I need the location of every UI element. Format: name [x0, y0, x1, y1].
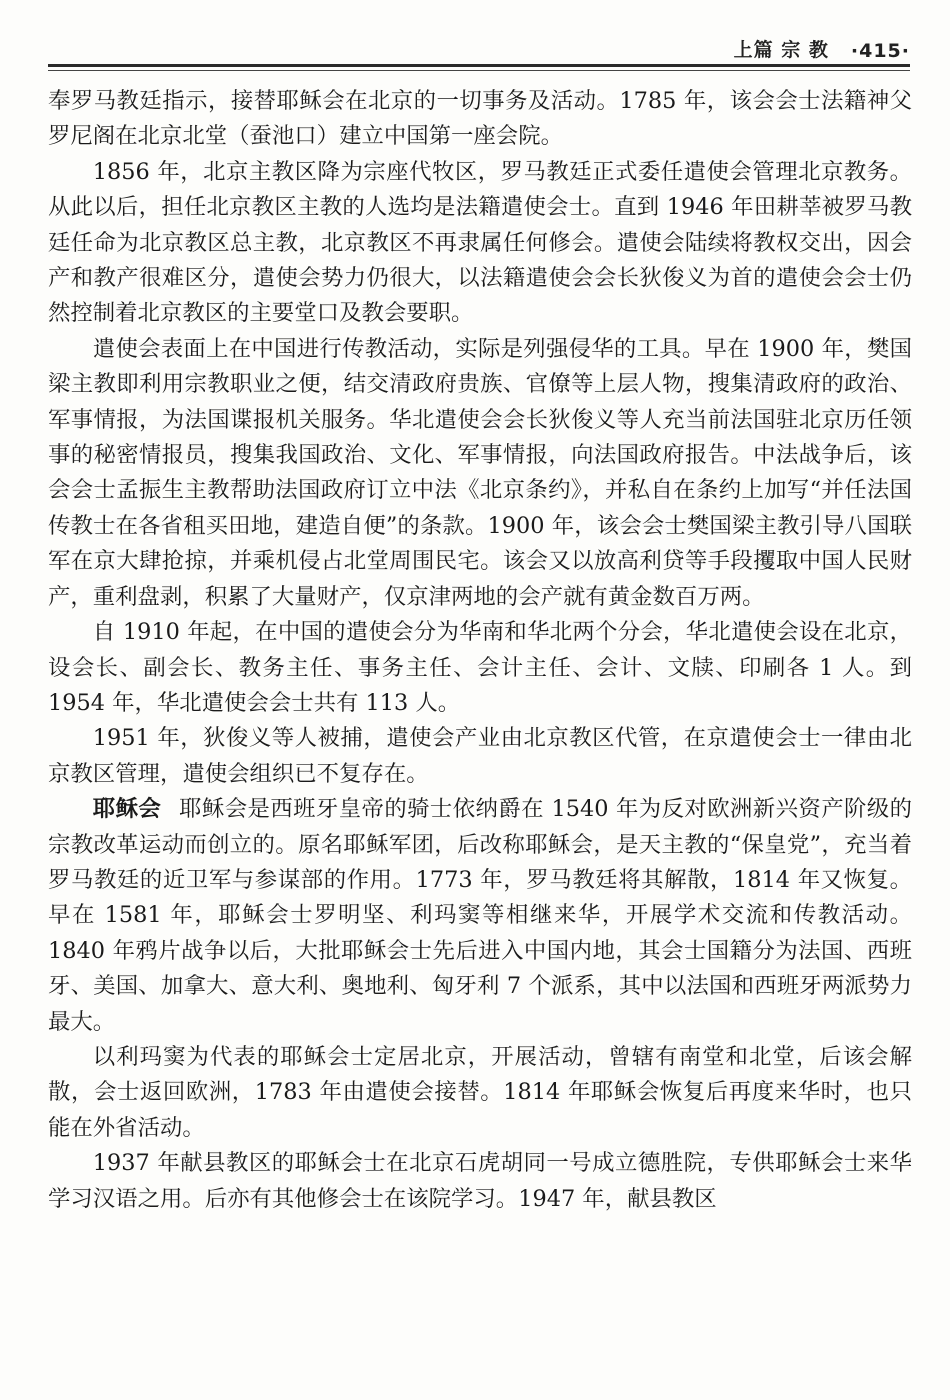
- running-header: [48, 30, 910, 62]
- paragraph-3: 遣使会表面上在中国进行传教活动，实际是列强侵华的工具。早在 1900 年，樊国梁主教即利用宗教职业之便，结交清政府贵族、官僚等上层人物，搜集清政府的政治、军事情报，为法国谍报机关服务。华北遣使会会长狄俊义等人充当前法国驻北京历任领事的秘密情报员，搜集我国政治、文化、军事情报，向法国政府报告。中法战争后，该会会士孟振生主教帮助法国政府订立中法《北京条约》，并私自在条约上加写“并任法国传教士在各省租买田地，建造自便”的条款。1900 年，该会会士樊国梁主教引导八国联军在京大肆抢掠，并乘机侵占北堂周围民宅。该会又以放高利贷等手段攫取中国人民财产，重利盘剥，积累了大量财产，仅京津两地的会产就有黄金数百万两。: [48, 335, 912, 610]
- paragraph-2: 1856 年，北京主教区降为宗座代牧区，罗马教廷正式委任遣使会管理北京教务。从此以后，担任北京教区主教的人选均是法籍遣使会士。直到 1946 年田耕莘被罗马教廷任命为北京教区总主教，北京教区不再隶属任何修会。遣使会陆续将教权交出，因会产和教产很难区分，遣使会势力仍很大，以法籍遣使会会长狄俊义为首的遣使会会士仍然控制着北京教区的主要堂口及教会要职。: [48, 158, 912, 327]
- paragraph-1: 奉罗马教廷指示，接替耶稣会在北京的一切事务及活动。1785 年，该会会士法籍神父罗尼阁在北京北堂（蚕池口）建立中国第一座会院。: [48, 88, 912, 150]
- header-rule-thick: [48, 64, 910, 67]
- paragraph-6-text: 耶稣会是西班牙皇帝的骑士依纳爵在 1540 年为反对欧洲新兴资产阶级的宗教改革运动而创立的。原名耶稣军团，后改称耶稣会，是天主教的“保皇党”，充当着罗马教廷的近卫军与参谋部的作用。1773 年，罗马教廷将其解散，1814 年又恢复。早在 1581 年，耶稣会士罗明坚、利玛窦等相继来华，开展学术交流和传教活动。1840 年鸦片战争以后，大批耶稣会士先后进入中国内地，其会士国籍分为法国、西班牙、美国、加拿大、意大利、奥地利、匈牙利 7 个派系，其中以法国和西班牙两派势力最大。: [48, 796, 912, 1035]
- paragraph-4: 自 1910 年起，在中国的遣使会分为华南和华北两个分会，华北遣使会设在北京，设会长、副会长、教务主任、事务主任、会计主任、会计、文牍、印刷各 1 人。到 1954 年，华北遣使会会士共有 113 人。: [48, 619, 912, 716]
- paragraph-7: 以利玛窦为代表的耶稣会士定居北京，开展活动，曾辖有南堂和北堂，后该会解散，会士返回欧洲，1783 年由遣使会接替。1814 年耶稣会恢复后再度来华时，也只能在外省活动。: [48, 1043, 912, 1141]
- header-rule-thin: [48, 70, 910, 71]
- paragraph-8: 1937 年献县教区的耶稣会士在北京石虎胡同一号成立德胜院，专供耶稣会士来华学习汉语之用。后亦有其他修会士在该院学习。1947 年，献县教区: [48, 1150, 912, 1212]
- paragraph-6: [48, 792, 912, 1040]
- paragraph-5: 1951 年，狄俊义等人被捕，遣使会产业由北京教区代管，在京遣使会士一律由北京教区管理，遣使会组织已不复存在。: [48, 725, 912, 787]
- entry-term-jesuits: 耶稣会: [92, 796, 162, 823]
- body-text: [48, 84, 912, 1217]
- header-section-title: 上篇 宗 教: [733, 39, 829, 61]
- page-number: ·415·: [850, 40, 910, 62]
